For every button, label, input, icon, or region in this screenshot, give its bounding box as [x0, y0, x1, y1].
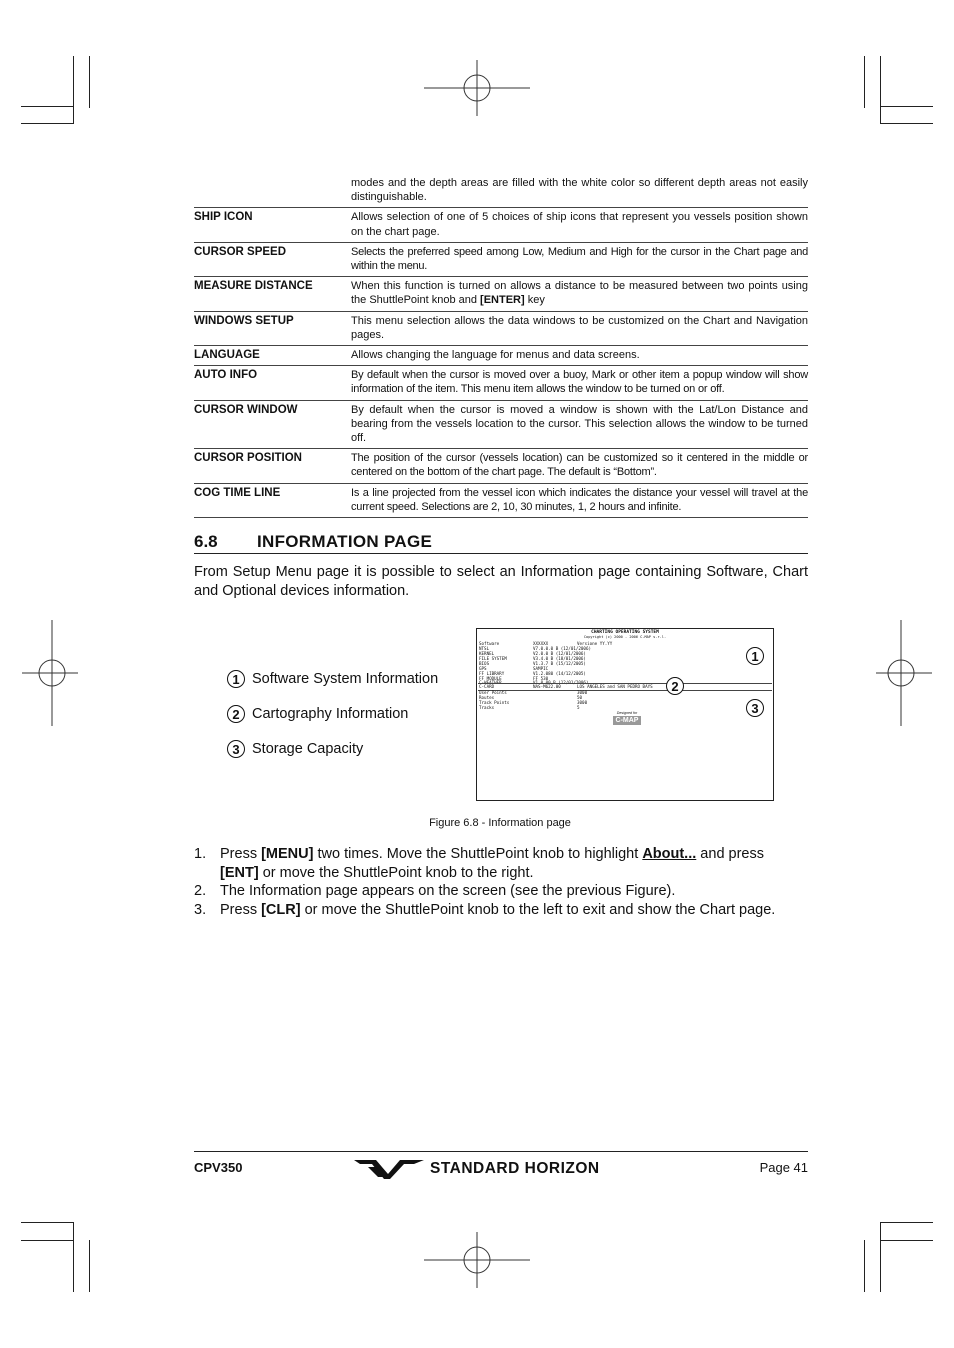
callout-1: 1 [746, 647, 764, 665]
table-term: LANGUAGE [194, 349, 260, 362]
table-term: CURSOR WINDOW [194, 403, 298, 416]
screen-line: BIOS V1.3.7 B (15/12/2005) [479, 661, 586, 666]
model-name: CPV350 [194, 1160, 243, 1175]
table-desc: Allows selection of one of 5 choices of ship icons that represent you vessels position shown on the chart page. [351, 211, 808, 238]
legend-label: Software System Information [252, 671, 439, 687]
table-term: WINDOWS SETUP [194, 314, 294, 327]
page-number: Page 41 [759, 1160, 808, 1175]
table-desc: The position of the cursor (vessels location) can be customized so it centered in the middle or centered on the bottom of the chart page. The default is “Bottom”. [351, 452, 808, 479]
table-row [194, 449, 808, 483]
screen-line: FF MODULE FF 530 [479, 676, 549, 681]
legend-item [227, 670, 438, 688]
section-number: 6.8 [194, 532, 218, 551]
cmap-wordmark: C-MAP [613, 716, 641, 725]
table-row [194, 401, 808, 450]
table-desc: Allows changing the language for menus and data screens. [351, 349, 640, 362]
list-item: 2. The Information page appears on the screen (see the previous Figure). [194, 883, 676, 900]
screen-line: Routes 50 [479, 695, 583, 700]
callout-number: 3 [227, 740, 245, 758]
legend-item [227, 705, 408, 723]
table-term: CURSOR SPEED [194, 245, 287, 258]
table-row [194, 243, 808, 277]
information-page-screenshot [476, 628, 774, 801]
legend-label: Cartography Information [252, 706, 409, 722]
list-item: 1. Press [MENU] two times. Move the ShuttlePoint knob to highlight About... and press [ENT] or move the ShuttlePoint knob to the right. [194, 846, 764, 881]
table-row [194, 366, 808, 400]
screen-line: FF LIBRARY V1.2.080 (14/12/2005) [479, 671, 586, 676]
cmap-logo [613, 711, 641, 727]
table-row [194, 208, 808, 242]
cmap-tagline: Designed for [616, 711, 638, 715]
section-heading [194, 530, 808, 554]
table-desc: When this function is turned on allows a distance to be measured between two points using the ShuttlePoint knob and [ENTER] key [351, 280, 808, 307]
table-desc: Selects the preferred speed among Low, Medium and High for the cursor in the Chart page and within the menu. [351, 245, 808, 273]
table-row [194, 277, 808, 311]
table-desc: By default when the cursor is moved over a buoy, Mark or other item a popup window will show information of the item. This menu item allows the window to be turned on or off. [351, 369, 808, 396]
screen-line: C-WEATHER V1.0.00 B (12/01/2006) [479, 680, 589, 685]
screen-line: FILE SYSTEM V3.4.0 B (18/01/2006) [479, 656, 586, 661]
table-term [194, 176, 351, 204]
intro-paragraph: From Setup Menu page it is possible to select an Information page containing Software, Chart and Optional devices information. [194, 564, 808, 599]
brand-logo [354, 1158, 600, 1180]
about-menu-item: About... [642, 846, 697, 862]
table-desc: modes and the depth areas are filled with the white color so different depth areas not easily distinguishable. [351, 177, 808, 204]
callout-2: 2 [666, 677, 684, 695]
legend-label: Storage Capacity [252, 741, 364, 757]
table-term: MEASURE DISTANCE [194, 280, 313, 293]
settings-table [194, 174, 808, 518]
screen-line: KERNEL V2.0.0 B (12/01/2006) [479, 651, 586, 656]
callout-3: 3 [746, 699, 764, 717]
screen-line: GPS SAMPIC [479, 666, 549, 671]
registration-target-top [424, 60, 530, 116]
screen-line: C-CARD NAS-M622.00 LOS ANGELES and SAN PEDRO BAYS [479, 684, 653, 689]
table-desc: This menu selection allows the data windows to be customized on the Chart and Navigation pages. [351, 314, 808, 341]
registration-target-bottom [424, 1232, 530, 1288]
table-row [194, 484, 808, 518]
screen-line: Tracks 5 [479, 705, 580, 710]
table-term: SHIP ICON [194, 211, 253, 224]
table-desc: By default when the cursor is moved a window is shown with the Lat/Lon Distance and bearing from the vessels location to the cursor. This selection allows the window to be turned off. [351, 403, 808, 445]
screen-line: User Points 3000 [479, 690, 588, 695]
section-title: INFORMATION PAGE [257, 532, 433, 551]
brand-mark-icon [354, 1158, 424, 1180]
table-row [194, 346, 808, 366]
screen-copyright: Copyright (c) 2000 - 2006 C-MAP s.r.l. [583, 635, 667, 639]
table-desc: Is a line projected from the vessel icon which indicates the distance your vessel will travel at the current speed. Selections are 2, 10, 30 minutes, 1, 2 hours and infinite. [351, 486, 808, 513]
table-term: CURSOR POSITION [194, 452, 302, 465]
table-term: COG TIME LINE [194, 486, 281, 499]
list-item: 3. Press [CLR] or move the ShuttlePoint knob to the left to exit and show the Chart page. [194, 901, 776, 918]
registration-target-left [22, 620, 78, 726]
screen-line: Software XXXXXX Versione YY.YY [479, 641, 613, 646]
registration-target-right [876, 620, 932, 726]
table-row [194, 174, 808, 208]
callout-number: 1 [227, 670, 245, 688]
instruction-steps [194, 845, 808, 919]
footer-rule [194, 1151, 808, 1152]
callout-number: 2 [227, 705, 245, 723]
table-term: AUTO INFO [194, 369, 258, 382]
legend-item [227, 740, 363, 758]
brand-name: STANDARD HORIZON [430, 1160, 600, 1177]
screen-line: Track Points 3000 [479, 700, 588, 705]
screen-title: CHARTING OPERATING SYSTEM [591, 630, 659, 635]
figure-caption: Figure 6.8 - Information page [429, 817, 571, 829]
screen-line: NTSL V7.0.0.0 B (12/01/2006) [479, 646, 591, 651]
table-row [194, 312, 808, 346]
